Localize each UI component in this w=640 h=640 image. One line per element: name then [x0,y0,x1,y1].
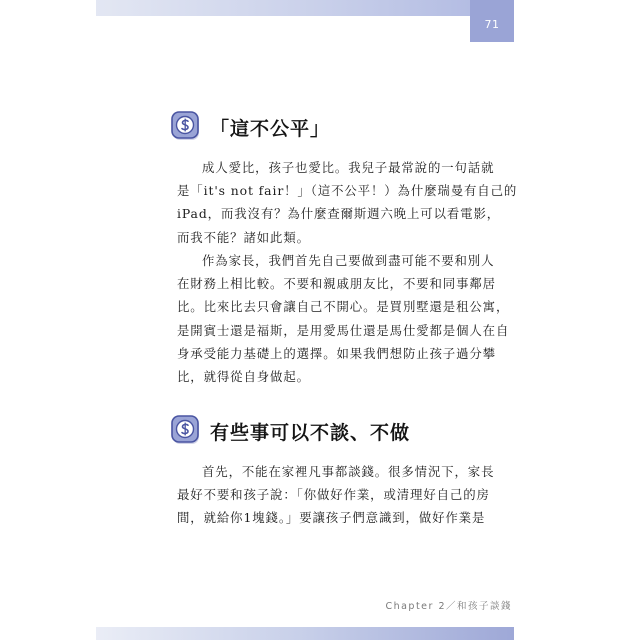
text-line: 成人愛比，孩子也愛比。我兒子最常說的一句話就 [202,160,495,175]
heading-title: 有些事可以不談、不做 [210,421,411,444]
text-line: 最好不要和孩子說：「你做好作業，或清理好自己的房 [177,487,490,503]
page-number-tab [470,0,514,42]
dollar-badge-icon [170,110,204,144]
text-line: 作為家長，我們首先自己要做到盡可能不要和別人 [202,253,495,268]
footer-band [96,627,514,640]
text-line: 間，就給你1塊錢。」要讓孩子們意識到，做好作業是 [177,510,486,526]
text-line: 是開賓士還是福斯，是用愛馬仕還是馬仕愛都是個人在自 [177,322,510,338]
page-number: 71 [484,17,500,31]
text-line: 而我不能？諸如此類。 [177,229,310,245]
text-line: 在財務上相比較。不要和親戚朋友比，不要和同事鄰居 [177,276,496,292]
section-heading [170,414,410,448]
text-line: iPad，而我沒有？為什麼查爾斯週六晚上可以看電影， [177,206,501,222]
text-line: 首先，不能在家裡凡事都談錢。很多情況下，家長 [202,464,495,479]
text-line: 是「it's not fair！」（這不公平！）為什麼瑞曼有自己的 [177,183,518,199]
heading-title: 「這不公平」 [210,117,331,140]
header-band [96,0,470,16]
chapter-footer: Chapter 2／和孩子談錢 [385,601,512,612]
text-line: 身承受能力基礎上的選擇。如果我們想防止孩子過分攀 [177,345,496,361]
paragraph [177,156,518,249]
paragraph [177,249,510,388]
dollar-badge-icon [170,414,204,448]
text-line: 比，就得從自身做起。 [177,369,310,385]
paragraph [177,460,495,530]
section-heading [170,110,330,144]
text-line: 比。比來比去只會讓自己不開心。是買別墅還是租公寓， [177,299,510,315]
